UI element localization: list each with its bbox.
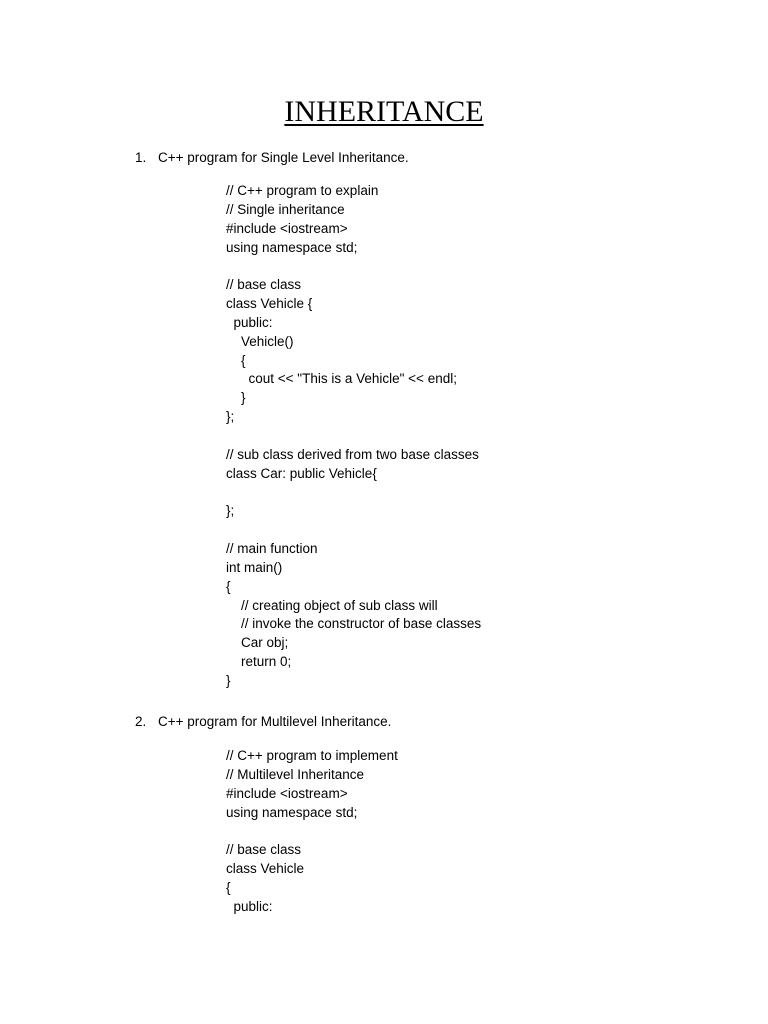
code-line: // C++ program to implement — [226, 748, 398, 763]
code-line — [226, 521, 481, 540]
code-line: using namespace std; — [226, 804, 358, 820]
code-line: // main function — [226, 541, 318, 557]
page-title: INHERITANCE — [284, 95, 484, 128]
code-line: // base class — [226, 842, 302, 858]
section-2-code-block — [226, 747, 398, 917]
code-line: class Car: public Vehicle{ — [226, 465, 377, 481]
code-line: }; — [226, 409, 235, 425]
code-line: int main() — [226, 559, 283, 575]
code-line: public: — [226, 314, 273, 330]
code-line: // invoke the constructor of base classes — [226, 616, 482, 632]
code-line — [226, 257, 481, 276]
code-line — [226, 484, 481, 503]
code-line: { — [226, 352, 246, 368]
code-line: #include <iostream> — [226, 220, 348, 236]
section-2-heading-text: C++ program for Multilevel Inheritance. — [158, 714, 392, 729]
code-line: } — [226, 672, 231, 688]
code-line: cout << "This is a Vehicle" << endl; — [226, 371, 457, 387]
code-line: Car obj; — [226, 635, 289, 651]
code-line: // Single inheritance — [226, 201, 345, 217]
section-1-heading — [135, 148, 409, 167]
section-2-heading — [135, 712, 391, 731]
code-line: // C++ program to explain — [226, 183, 379, 198]
section-1-heading-text: C++ program for Single Level Inheritance. — [158, 150, 409, 165]
section-1-code-block — [226, 182, 481, 691]
code-line — [226, 822, 398, 841]
code-line: public: — [226, 898, 273, 914]
code-line: using namespace std; — [226, 239, 358, 255]
code-line: { — [226, 879, 231, 895]
code-line: return 0; — [226, 654, 292, 670]
section-1-number: 1. — [135, 150, 147, 165]
section-2-number: 2. — [135, 714, 147, 729]
code-line: // creating object of sub class will — [226, 597, 438, 613]
code-line: } — [226, 390, 246, 406]
code-line: // base class — [226, 277, 302, 293]
code-line: // Multilevel Inheritance — [226, 766, 365, 782]
code-line: // sub class derived from two base classes — [226, 446, 479, 462]
code-line: }; — [226, 503, 235, 519]
code-line: class Vehicle — [226, 861, 305, 877]
code-line: #include <iostream> — [226, 785, 348, 801]
code-line: class Vehicle { — [226, 296, 313, 312]
code-line: Vehicle() — [226, 333, 294, 349]
code-line: { — [226, 578, 231, 594]
code-line — [226, 427, 481, 446]
